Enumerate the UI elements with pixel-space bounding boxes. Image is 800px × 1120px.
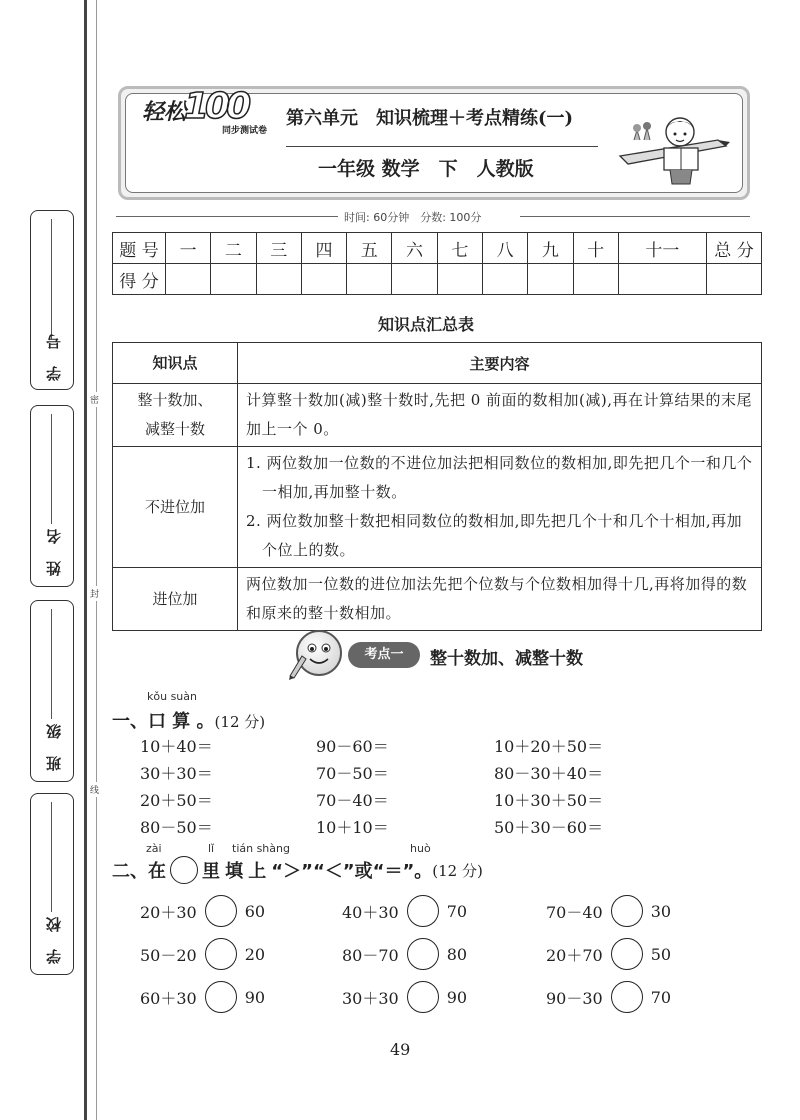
q2-pinyin-li: lǐ <box>208 842 215 855</box>
calc-item: 10＋10＝ <box>316 818 389 837</box>
score-input-cell[interactable] <box>618 264 706 295</box>
compare-item <box>342 895 467 927</box>
score-input-cell[interactable] <box>707 264 762 295</box>
score-table <box>112 232 762 295</box>
calc-item: 10＋40＝ <box>140 737 213 756</box>
q2-pinyin-tianshang: tián shàng <box>232 842 290 855</box>
q1-points: (12 分) <box>214 713 266 731</box>
compare-left: 60＋30 <box>140 988 197 1008</box>
score-cell: 十 <box>573 233 618 264</box>
knowledge-content: 计算整十数加(减)整十数时,先把 0 前面的数相加(减),再在计算结果的末尾加上一个 0。 <box>238 384 762 447</box>
q2-word: “＞”“＜” <box>271 861 355 882</box>
school-box[interactable] <box>30 793 74 975</box>
calc-item: 50＋30－60＝ <box>494 818 604 837</box>
compare-left: 70－40 <box>546 902 603 922</box>
seal-char-xian: 线 <box>90 782 99 797</box>
compare-right: 90 <box>244 987 266 1007</box>
compare-left: 30＋30 <box>342 988 399 1008</box>
score-cell: 五 <box>347 233 392 264</box>
q1-heading <box>112 707 265 733</box>
score-cell: 二 <box>211 233 256 264</box>
score-input-cell[interactable] <box>347 264 392 295</box>
answer-circle[interactable] <box>407 981 439 1013</box>
q2-word: “＝”。 <box>372 861 433 882</box>
name-label: 姓 名 <box>45 522 63 576</box>
knowledge-table <box>112 342 762 631</box>
score-cell: 六 <box>392 233 437 264</box>
knowledge-content: 两位数加一位数的进位加法先把个位数与个位数相加得十几,再将加得的数和原来的整十数相加。 <box>238 568 762 631</box>
page-number: 49 <box>390 1040 411 1059</box>
calc-item: 10＋30＋50＝ <box>494 791 604 810</box>
score-header-row <box>113 233 762 264</box>
score-input-row <box>113 264 762 295</box>
unit-title: 第六单元 知识梳理＋考点精练(一) <box>286 108 574 129</box>
compare-left: 90－30 <box>546 988 603 1008</box>
seal-char-mi: 密 <box>90 392 99 407</box>
calc-item: 10＋20＋50＝ <box>494 737 604 756</box>
q1-title: 口 算 。 <box>148 711 215 732</box>
calc-item: 70－50＝ <box>316 764 389 783</box>
compare-item <box>546 938 671 970</box>
student-reading-illustration <box>614 110 732 188</box>
calc-item: 80－30＋40＝ <box>494 764 604 783</box>
q2-word: 上 <box>248 861 267 882</box>
score-input-cell[interactable] <box>211 264 256 295</box>
compare-item <box>140 938 265 970</box>
calc-item: 80－50＝ <box>140 818 213 837</box>
student-number-label: 学 号 <box>45 327 63 381</box>
score-input-cell[interactable] <box>301 264 346 295</box>
time-score-info: 时间: 60分钟 分数: 100分 <box>340 209 485 225</box>
title-rule <box>286 146 598 147</box>
compare-right: 20 <box>244 944 266 964</box>
answer-circle[interactable] <box>205 895 237 927</box>
seal-char-feng: 封 <box>90 586 99 601</box>
knowledge-row <box>113 384 762 447</box>
score-cell: 八 <box>482 233 527 264</box>
grade-title: 一年级 数学 下 人教版 <box>318 158 534 180</box>
class-box[interactable] <box>30 600 74 782</box>
calc-item: 20＋50＝ <box>140 791 213 810</box>
score-cell: 四 <box>301 233 346 264</box>
answer-circle[interactable] <box>611 981 643 1013</box>
compare-right: 80 <box>446 944 468 964</box>
logo-text: 轻松 <box>142 100 187 125</box>
knowledge-point: 减整十数 <box>144 420 205 438</box>
answer-circle[interactable] <box>611 895 643 927</box>
binding-line <box>84 0 87 1120</box>
q2-word: 里 <box>202 861 220 882</box>
score-cell: 三 <box>256 233 301 264</box>
name-box[interactable] <box>30 405 74 587</box>
q2-number: 二、 <box>112 861 148 882</box>
q1-pinyin: kǒu suàn <box>147 690 197 703</box>
exam-point-title: 整十数加、减整十数 <box>430 649 583 669</box>
compare-item <box>342 938 467 970</box>
binding-line-thin <box>96 0 97 1120</box>
logo-number: 100 <box>184 86 248 127</box>
q2-points: (12 分) <box>432 861 483 880</box>
score-input-cell[interactable] <box>437 264 482 295</box>
compare-item <box>546 895 671 927</box>
compare-left: 80－70 <box>342 945 399 965</box>
compare-item <box>342 981 467 1013</box>
score-cell: 十一 <box>618 233 706 264</box>
compare-right: 70 <box>650 987 672 1007</box>
compare-right: 30 <box>650 901 672 921</box>
score-row-label: 得 分 <box>113 264 166 295</box>
compare-item <box>140 895 265 927</box>
compare-item <box>546 981 671 1013</box>
knowledge-row <box>113 568 762 631</box>
calc-item: 30＋30＝ <box>140 764 213 783</box>
calc-item: 70－40＝ <box>316 791 389 810</box>
blank-circle-icon <box>170 856 198 884</box>
answer-circle[interactable] <box>205 981 237 1013</box>
score-input-cell[interactable] <box>256 264 301 295</box>
q2-heading <box>112 856 483 884</box>
q2-pinyin-huo: huò <box>410 842 431 855</box>
score-input-cell[interactable] <box>573 264 618 295</box>
q2-word: 填 <box>225 861 244 882</box>
q2-pinyin-zai: zài <box>146 842 162 855</box>
knowledge-row <box>113 447 762 568</box>
score-input-cell[interactable] <box>482 264 527 295</box>
q2-word: 在 <box>148 861 166 882</box>
knowledge-header-point: 知识点 <box>113 343 238 384</box>
knowledge-point: 整十数加、 <box>137 391 213 409</box>
score-cell: 一 <box>166 233 211 264</box>
knowledge-content-item: 1. 两位数加一位数的不进位加法把相同数位的数相加,即先把几个一和几个一相加,再加整十数。 <box>246 454 753 501</box>
logo-subtitle: 同步测试卷 <box>222 126 268 136</box>
score-input-cell[interactable] <box>392 264 437 295</box>
score-input-cell[interactable] <box>166 264 211 295</box>
score-cell: 题 号 <box>113 233 166 264</box>
compare-right: 50 <box>650 944 672 964</box>
pencil-icon <box>286 650 308 680</box>
score-cell: 总 分 <box>707 233 762 264</box>
exam-point-badge: 考点一 <box>348 642 420 668</box>
knowledge-point: 不进位加 <box>113 447 238 568</box>
class-label: 班 级 <box>45 717 63 771</box>
compare-left: 50－20 <box>140 945 197 965</box>
compare-right: 60 <box>244 901 266 921</box>
compare-right: 70 <box>446 901 468 921</box>
school-label: 学 校 <box>45 910 63 964</box>
compare-item <box>140 981 265 1013</box>
answer-circle[interactable] <box>611 938 643 970</box>
answer-circle[interactable] <box>407 895 439 927</box>
compare-left: 20＋70 <box>546 945 603 965</box>
knowledge-point: 进位加 <box>113 568 238 631</box>
score-input-cell[interactable] <box>528 264 573 295</box>
compare-right: 90 <box>446 987 468 1007</box>
score-cell: 七 <box>437 233 482 264</box>
knowledge-content-item: 2. 两位数加整十数把相同数位的数相加,即先把几个十和几个十相加,再加个位上的数。 <box>246 512 743 559</box>
student-number-box[interactable] <box>30 210 74 390</box>
knowledge-table-title: 知识点汇总表 <box>378 315 475 334</box>
knowledge-header-content: 主要内容 <box>238 343 762 384</box>
q2-word: 或 <box>354 861 373 882</box>
q1-number: 一、 <box>112 711 148 732</box>
answer-circle[interactable] <box>205 938 237 970</box>
answer-circle[interactable] <box>407 938 439 970</box>
compare-left: 40＋30 <box>342 902 399 922</box>
calc-item: 90－60＝ <box>316 737 389 756</box>
score-cell: 九 <box>528 233 573 264</box>
compare-left: 20＋30 <box>140 902 197 922</box>
